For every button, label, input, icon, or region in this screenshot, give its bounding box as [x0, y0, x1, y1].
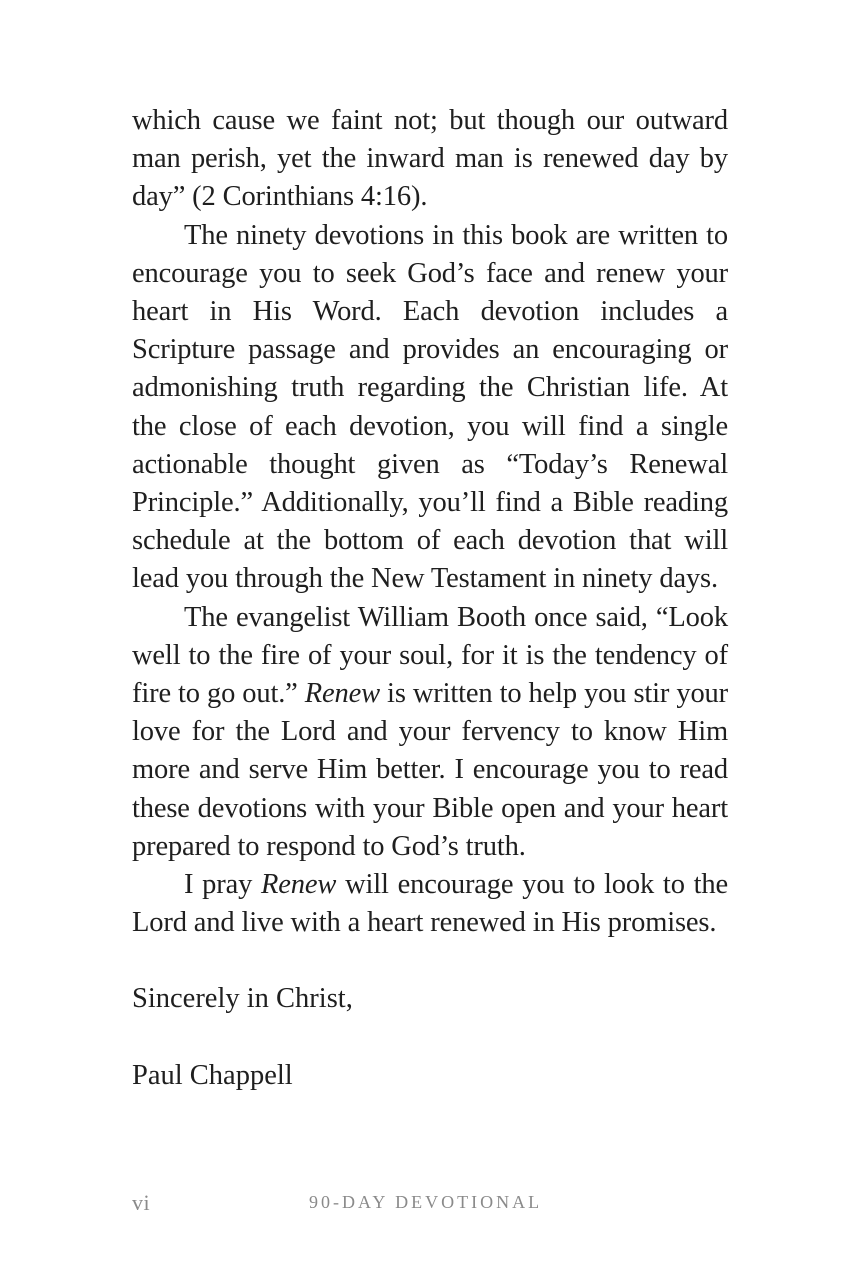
- page-body: [132, 102, 728, 1095]
- book-title-italic: Renew: [261, 869, 337, 901]
- book-title-italic: Renew: [304, 678, 380, 710]
- paragraph-text: The evangelist William Booth once said, “Look well to the fire of your soul, for it is the tendency of fire to go out.”: [132, 601, 728, 710]
- paragraph-devotions-intro: The ninety devotions in this book are written to encourage you to seek God’s face and renew your heart in His Word. Each devotion includes a Scripture passage and provides an encouraging or admonishing truth regarding the Christian life. At the close of each devotion, you will find a single actionable thought given as “Today’s Renewal Principle.” Additionally, you’ll find a Bible reading schedule at the bottom of each devotion that will lead you through the New Testament in ninety days.: [132, 219, 728, 595]
- paragraph-text: I pray: [184, 869, 262, 901]
- page-number: vi: [132, 1190, 151, 1215]
- paragraph-prayer: [132, 866, 728, 942]
- paragraph-william-booth-quote: [132, 599, 728, 866]
- page-footer: [132, 1190, 728, 1220]
- paragraph-text: is written to help you stir your love for the Lord and your fervency to know Him more and serve Him better. I encourage you to read these devotions with your Bible open and your heart prepared to respond to God’s truth.: [132, 678, 728, 862]
- running-title: 90-DAY DEVOTIONAL: [309, 1192, 543, 1212]
- letter-closing: Sincerely in Christ,: [132, 983, 353, 1015]
- author-signature: Paul Chappell: [132, 1059, 293, 1091]
- paragraph-scripture-quote: which cause we faint not; but though our outward man perish, yet the inward man is renewed day by day” (2 Corinthians 4:16).: [132, 105, 728, 213]
- paragraph-text: will encourage you to look to the Lord and live with a heart renewed in His promises.: [132, 869, 728, 939]
